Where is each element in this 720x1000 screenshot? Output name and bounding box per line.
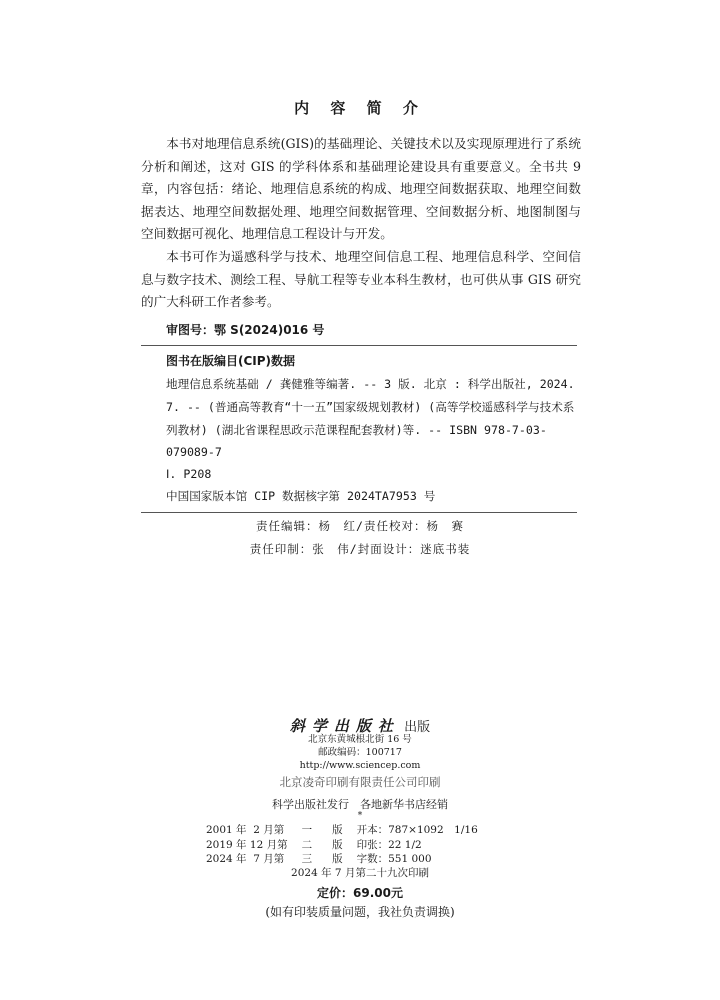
edition-ver: 版 <box>332 824 343 836</box>
credits-editors: 责任编辑：杨 红/责任校对：杨 赛 <box>256 519 464 533</box>
edition-ver: 版 <box>332 853 343 865</box>
edition-spec: 字数：551 000 <box>356 853 432 865</box>
printer-line: 北京凌奇印刷有限责任公司印刷 <box>279 775 441 789</box>
edition-date: 2001 年 2 月第 <box>206 824 285 836</box>
edition-date: 2024 年 7 月第 <box>206 853 285 865</box>
separator-star: * <box>357 811 363 821</box>
credits-production: 责任印制：张 伟/封面设计：迷底书装 <box>249 542 471 556</box>
edition-table <box>206 823 478 867</box>
edition-number: 一 <box>301 824 313 836</box>
edition-number: 三 <box>301 853 313 865</box>
edition-number: 二 <box>301 838 313 851</box>
publisher-address: 北京东黄城根北街 16 号 <box>308 734 412 745</box>
publisher-logo: 斜学出版社 <box>289 717 400 735</box>
cip-record-text: 地理信息系统基础 / 龚健雅等编著. -- 3 版. 北京 : 科学出版社, 2024. 7. -- (普通高等教育“十一五”国家级规划教材) (高等学校遥感科学与技术系列教材) (湖北省课程思政示范课程配套教材)等. -- ISBN 978-7-03-079089-7 <box>166 377 575 460</box>
edition-date: 2019 年 12 月第 <box>206 838 288 851</box>
edition-spec: 印张：22 1/2 <box>356 838 422 851</box>
publisher-url: http://www.sciencep.com <box>299 760 421 771</box>
cip-classification: Ⅰ. P208 <box>166 467 212 481</box>
quality-notice: (如有印装质量问题，我社负责调换) <box>265 905 455 919</box>
edition-row <box>206 823 478 838</box>
intro-section <box>141 133 581 314</box>
cip-heading: 图书在版编目(CIP)数据 <box>166 354 296 368</box>
intro-paragraph-1: 本书对地理信息系统(GIS)的基础理论、关键技术以及实现原理进行了系统分析和阐述，这对 GIS 的学科体系和基础理论建设具有重要意义。全书共 9 章，内容包括：绪论、地理信息系统的构成、地理空间数据获取、地理空间数据表达、地理空间数据处理、地理空间数据管理、空间数据分析、地图制图与空间数据可视化、地理信息工程设计与开发。 <box>141 136 581 242</box>
publisher-suffix: 出版 <box>404 720 431 735</box>
price: 定价：69.00元 <box>317 886 403 900</box>
map-review-number: 审图号：鄂 S(2024)016 号 <box>166 323 325 337</box>
page-title: 内 容 简 介 <box>294 99 426 117</box>
edition-spec: 开本：787×1092 1/16 <box>356 824 478 836</box>
cip-record <box>166 373 577 464</box>
divider-top <box>141 345 577 346</box>
intro-paragraph-2: 本书可作为遥感科学与技术、地理空间信息工程、地理信息科学、空间信息与数字技术、测绘工程、导航工程等专业本科生教材，也可供从事 GIS 研究的广大科研工作者参考。 <box>141 248 581 310</box>
printing-count: 2024 年 7 月第二十九次印刷 <box>291 867 429 879</box>
divider-bottom <box>141 512 577 513</box>
publisher-postcode: 邮政编码：100717 <box>318 747 402 758</box>
edition-row <box>206 838 478 853</box>
cip-library-number: 中国国家版本馆 CIP 数据核字第 2024TA7953 号 <box>166 489 436 503</box>
edition-ver: 版 <box>332 838 343 851</box>
distribution-line: 科学出版社发行 各地新华书店经销 <box>272 798 448 811</box>
